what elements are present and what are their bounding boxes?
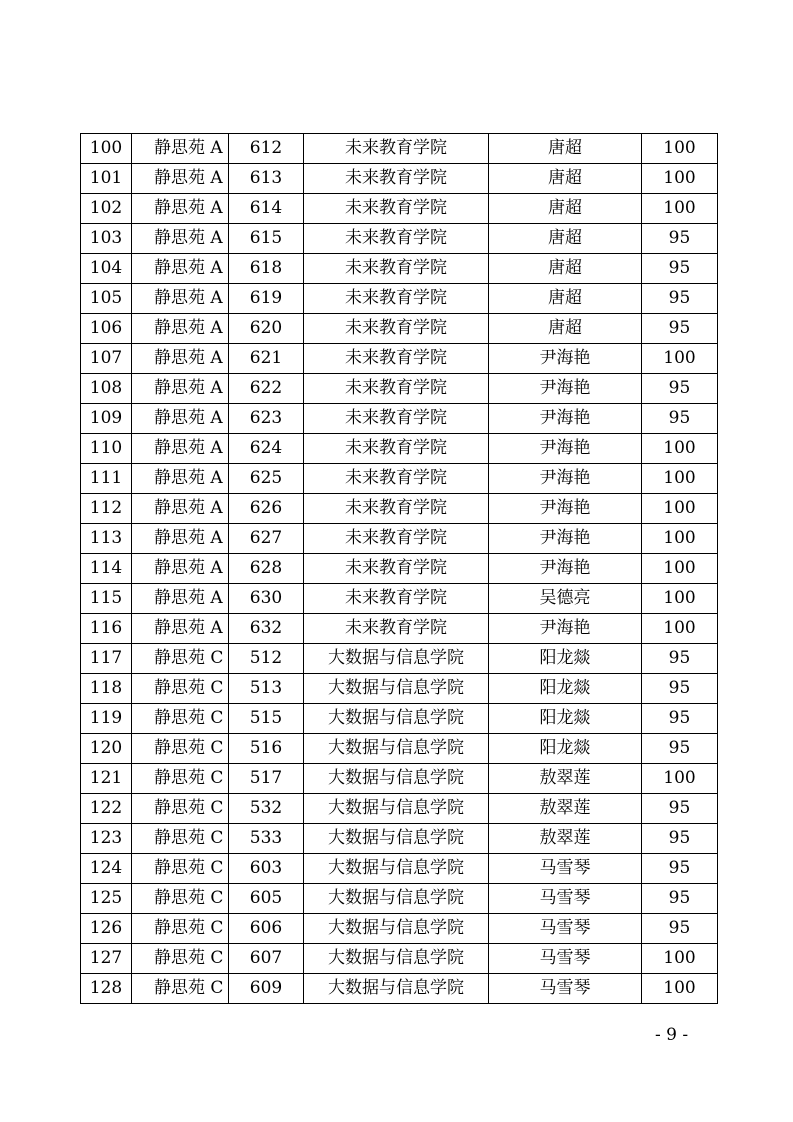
score-cell: 95 xyxy=(642,674,718,704)
building-cell: 静思苑 A xyxy=(132,434,229,464)
score-cell: 100 xyxy=(642,344,718,374)
college-cell: 未来教育学院 xyxy=(304,554,489,584)
building-cell: 静思苑 A xyxy=(132,194,229,224)
room-cell: 621 xyxy=(229,344,304,374)
serial-cell: 124 xyxy=(81,854,132,884)
table-row xyxy=(81,644,718,674)
college-cell: 大数据与信息学院 xyxy=(304,644,489,674)
room-cell: 603 xyxy=(229,854,304,884)
building-cell: 静思苑 A xyxy=(132,254,229,284)
room-cell: 533 xyxy=(229,824,304,854)
college-cell: 大数据与信息学院 xyxy=(304,824,489,854)
room-cell: 512 xyxy=(229,644,304,674)
room-cell: 517 xyxy=(229,764,304,794)
building-cell: 静思苑 C xyxy=(132,794,229,824)
counselor-cell: 阳龙燚 xyxy=(489,674,642,704)
building-cell: 静思苑 A xyxy=(132,554,229,584)
building-cell: 静思苑 A xyxy=(132,284,229,314)
serial-cell: 101 xyxy=(81,164,132,194)
score-cell: 95 xyxy=(642,854,718,884)
score-cell: 100 xyxy=(642,944,718,974)
dormitory-score-table xyxy=(80,133,718,1004)
counselor-cell: 阳龙燚 xyxy=(489,734,642,764)
score-cell: 95 xyxy=(642,314,718,344)
building-cell: 静思苑 C xyxy=(132,674,229,704)
serial-cell: 107 xyxy=(81,344,132,374)
counselor-cell: 唐超 xyxy=(489,314,642,344)
table-row xyxy=(81,374,718,404)
table-row xyxy=(81,194,718,224)
table-row xyxy=(81,344,718,374)
counselor-cell: 尹海艳 xyxy=(489,614,642,644)
serial-cell: 121 xyxy=(81,764,132,794)
college-cell: 大数据与信息学院 xyxy=(304,704,489,734)
score-cell: 95 xyxy=(642,254,718,284)
counselor-cell: 尹海艳 xyxy=(489,404,642,434)
counselor-cell: 唐超 xyxy=(489,164,642,194)
college-cell: 未来教育学院 xyxy=(304,404,489,434)
score-cell: 100 xyxy=(642,164,718,194)
room-cell: 614 xyxy=(229,194,304,224)
college-cell: 未来教育学院 xyxy=(304,164,489,194)
serial-cell: 127 xyxy=(81,944,132,974)
serial-cell: 103 xyxy=(81,224,132,254)
building-cell: 静思苑 C xyxy=(132,764,229,794)
building-cell: 静思苑 A xyxy=(132,614,229,644)
counselor-cell: 阳龙燚 xyxy=(489,644,642,674)
page-number: - 9 - xyxy=(655,1025,689,1045)
college-cell: 未来教育学院 xyxy=(304,224,489,254)
serial-cell: 114 xyxy=(81,554,132,584)
college-cell: 未来教育学院 xyxy=(304,284,489,314)
table-row xyxy=(81,824,718,854)
building-cell: 静思苑 C xyxy=(132,854,229,884)
counselor-cell: 尹海艳 xyxy=(489,374,642,404)
table-row xyxy=(81,674,718,704)
building-cell: 静思苑 C xyxy=(132,734,229,764)
college-cell: 大数据与信息学院 xyxy=(304,854,489,884)
serial-cell: 110 xyxy=(81,434,132,464)
table-row xyxy=(81,164,718,194)
building-cell: 静思苑 C xyxy=(132,824,229,854)
table-row xyxy=(81,224,718,254)
building-cell: 静思苑 A xyxy=(132,224,229,254)
room-cell: 605 xyxy=(229,884,304,914)
counselor-cell: 唐超 xyxy=(489,254,642,284)
table-row xyxy=(81,584,718,614)
college-cell: 未来教育学院 xyxy=(304,434,489,464)
counselor-cell: 马雪琴 xyxy=(489,854,642,884)
counselor-cell: 唐超 xyxy=(489,224,642,254)
counselor-cell: 敖翠莲 xyxy=(489,794,642,824)
score-cell: 100 xyxy=(642,584,718,614)
counselor-cell: 尹海艳 xyxy=(489,434,642,464)
serial-cell: 109 xyxy=(81,404,132,434)
room-cell: 516 xyxy=(229,734,304,764)
table-row xyxy=(81,494,718,524)
room-cell: 618 xyxy=(229,254,304,284)
building-cell: 静思苑 A xyxy=(132,344,229,374)
serial-cell: 102 xyxy=(81,194,132,224)
counselor-cell: 尹海艳 xyxy=(489,464,642,494)
college-cell: 大数据与信息学院 xyxy=(304,884,489,914)
score-cell: 95 xyxy=(642,794,718,824)
building-cell: 静思苑 C xyxy=(132,944,229,974)
building-cell: 静思苑 A xyxy=(132,374,229,404)
serial-cell: 118 xyxy=(81,674,132,704)
score-cell: 95 xyxy=(642,704,718,734)
table-body xyxy=(81,134,718,1004)
room-cell: 609 xyxy=(229,974,304,1004)
counselor-cell: 马雪琴 xyxy=(489,914,642,944)
score-cell: 100 xyxy=(642,134,718,164)
college-cell: 未来教育学院 xyxy=(304,194,489,224)
room-cell: 632 xyxy=(229,614,304,644)
room-cell: 626 xyxy=(229,494,304,524)
serial-cell: 117 xyxy=(81,644,132,674)
counselor-cell: 唐超 xyxy=(489,134,642,164)
counselor-cell: 马雪琴 xyxy=(489,884,642,914)
building-cell: 静思苑 A xyxy=(132,404,229,434)
college-cell: 未来教育学院 xyxy=(304,314,489,344)
serial-cell: 112 xyxy=(81,494,132,524)
college-cell: 未来教育学院 xyxy=(304,494,489,524)
score-cell: 100 xyxy=(642,194,718,224)
serial-cell: 125 xyxy=(81,884,132,914)
table-row xyxy=(81,974,718,1004)
room-cell: 630 xyxy=(229,584,304,614)
room-cell: 628 xyxy=(229,554,304,584)
score-cell: 100 xyxy=(642,494,718,524)
room-cell: 627 xyxy=(229,524,304,554)
college-cell: 大数据与信息学院 xyxy=(304,764,489,794)
table-row xyxy=(81,314,718,344)
college-cell: 未来教育学院 xyxy=(304,254,489,284)
college-cell: 大数据与信息学院 xyxy=(304,914,489,944)
college-cell: 大数据与信息学院 xyxy=(304,974,489,1004)
counselor-cell: 唐超 xyxy=(489,284,642,314)
college-cell: 大数据与信息学院 xyxy=(304,734,489,764)
counselor-cell: 敖翠莲 xyxy=(489,824,642,854)
serial-cell: 108 xyxy=(81,374,132,404)
serial-cell: 122 xyxy=(81,794,132,824)
score-cell: 95 xyxy=(642,284,718,314)
score-cell: 95 xyxy=(642,884,718,914)
room-cell: 515 xyxy=(229,704,304,734)
table-row xyxy=(81,554,718,584)
score-cell: 100 xyxy=(642,464,718,494)
counselor-cell: 阳龙燚 xyxy=(489,704,642,734)
table-row xyxy=(81,134,718,164)
score-cell: 95 xyxy=(642,404,718,434)
serial-cell: 106 xyxy=(81,314,132,344)
table-row xyxy=(81,704,718,734)
table-row xyxy=(81,254,718,284)
serial-cell: 116 xyxy=(81,614,132,644)
score-cell: 95 xyxy=(642,914,718,944)
score-cell: 100 xyxy=(642,434,718,464)
table-row xyxy=(81,404,718,434)
college-cell: 未来教育学院 xyxy=(304,584,489,614)
score-cell: 95 xyxy=(642,824,718,854)
serial-cell: 104 xyxy=(81,254,132,284)
score-cell: 95 xyxy=(642,374,718,404)
building-cell: 静思苑 A xyxy=(132,584,229,614)
table-row xyxy=(81,734,718,764)
counselor-cell: 唐超 xyxy=(489,194,642,224)
table-row xyxy=(81,944,718,974)
counselor-cell: 敖翠莲 xyxy=(489,764,642,794)
table-row xyxy=(81,464,718,494)
college-cell: 未来教育学院 xyxy=(304,374,489,404)
table-row xyxy=(81,434,718,464)
room-cell: 624 xyxy=(229,434,304,464)
counselor-cell: 尹海艳 xyxy=(489,344,642,374)
college-cell: 未来教育学院 xyxy=(304,134,489,164)
serial-cell: 126 xyxy=(81,914,132,944)
building-cell: 静思苑 A xyxy=(132,314,229,344)
score-cell: 100 xyxy=(642,764,718,794)
serial-cell: 120 xyxy=(81,734,132,764)
counselor-cell: 尹海艳 xyxy=(489,524,642,554)
college-cell: 大数据与信息学院 xyxy=(304,794,489,824)
building-cell: 静思苑 C xyxy=(132,704,229,734)
table-row xyxy=(81,884,718,914)
table-row xyxy=(81,764,718,794)
room-cell: 613 xyxy=(229,164,304,194)
building-cell: 静思苑 C xyxy=(132,974,229,1004)
serial-cell: 105 xyxy=(81,284,132,314)
room-cell: 620 xyxy=(229,314,304,344)
room-cell: 615 xyxy=(229,224,304,254)
room-cell: 619 xyxy=(229,284,304,314)
score-cell: 100 xyxy=(642,614,718,644)
score-cell: 100 xyxy=(642,524,718,554)
serial-cell: 115 xyxy=(81,584,132,614)
building-cell: 静思苑 A xyxy=(132,134,229,164)
serial-cell: 128 xyxy=(81,974,132,1004)
building-cell: 静思苑 C xyxy=(132,884,229,914)
building-cell: 静思苑 A xyxy=(132,524,229,554)
table-row xyxy=(81,524,718,554)
score-cell: 95 xyxy=(642,224,718,254)
room-cell: 606 xyxy=(229,914,304,944)
counselor-cell: 马雪琴 xyxy=(489,974,642,1004)
room-cell: 513 xyxy=(229,674,304,704)
building-cell: 静思苑 A xyxy=(132,464,229,494)
table-row xyxy=(81,914,718,944)
building-cell: 静思苑 C xyxy=(132,914,229,944)
building-cell: 静思苑 A xyxy=(132,164,229,194)
serial-cell: 100 xyxy=(81,134,132,164)
college-cell: 大数据与信息学院 xyxy=(304,674,489,704)
college-cell: 未来教育学院 xyxy=(304,464,489,494)
serial-cell: 113 xyxy=(81,524,132,554)
room-cell: 607 xyxy=(229,944,304,974)
table-row xyxy=(81,794,718,824)
building-cell: 静思苑 C xyxy=(132,644,229,674)
serial-cell: 119 xyxy=(81,704,132,734)
serial-cell: 111 xyxy=(81,464,132,494)
building-cell: 静思苑 A xyxy=(132,494,229,524)
table-row xyxy=(81,284,718,314)
counselor-cell: 尹海艳 xyxy=(489,494,642,524)
score-cell: 95 xyxy=(642,644,718,674)
score-cell: 95 xyxy=(642,734,718,764)
college-cell: 未来教育学院 xyxy=(304,344,489,374)
college-cell: 大数据与信息学院 xyxy=(304,944,489,974)
score-cell: 100 xyxy=(642,974,718,1004)
table-row xyxy=(81,854,718,884)
room-cell: 622 xyxy=(229,374,304,404)
room-cell: 623 xyxy=(229,404,304,434)
counselor-cell: 马雪琴 xyxy=(489,944,642,974)
counselor-cell: 尹海艳 xyxy=(489,554,642,584)
room-cell: 612 xyxy=(229,134,304,164)
table-row xyxy=(81,614,718,644)
score-cell: 100 xyxy=(642,554,718,584)
room-cell: 625 xyxy=(229,464,304,494)
counselor-cell: 吴德亮 xyxy=(489,584,642,614)
serial-cell: 123 xyxy=(81,824,132,854)
room-cell: 532 xyxy=(229,794,304,824)
college-cell: 未来教育学院 xyxy=(304,524,489,554)
college-cell: 未来教育学院 xyxy=(304,614,489,644)
